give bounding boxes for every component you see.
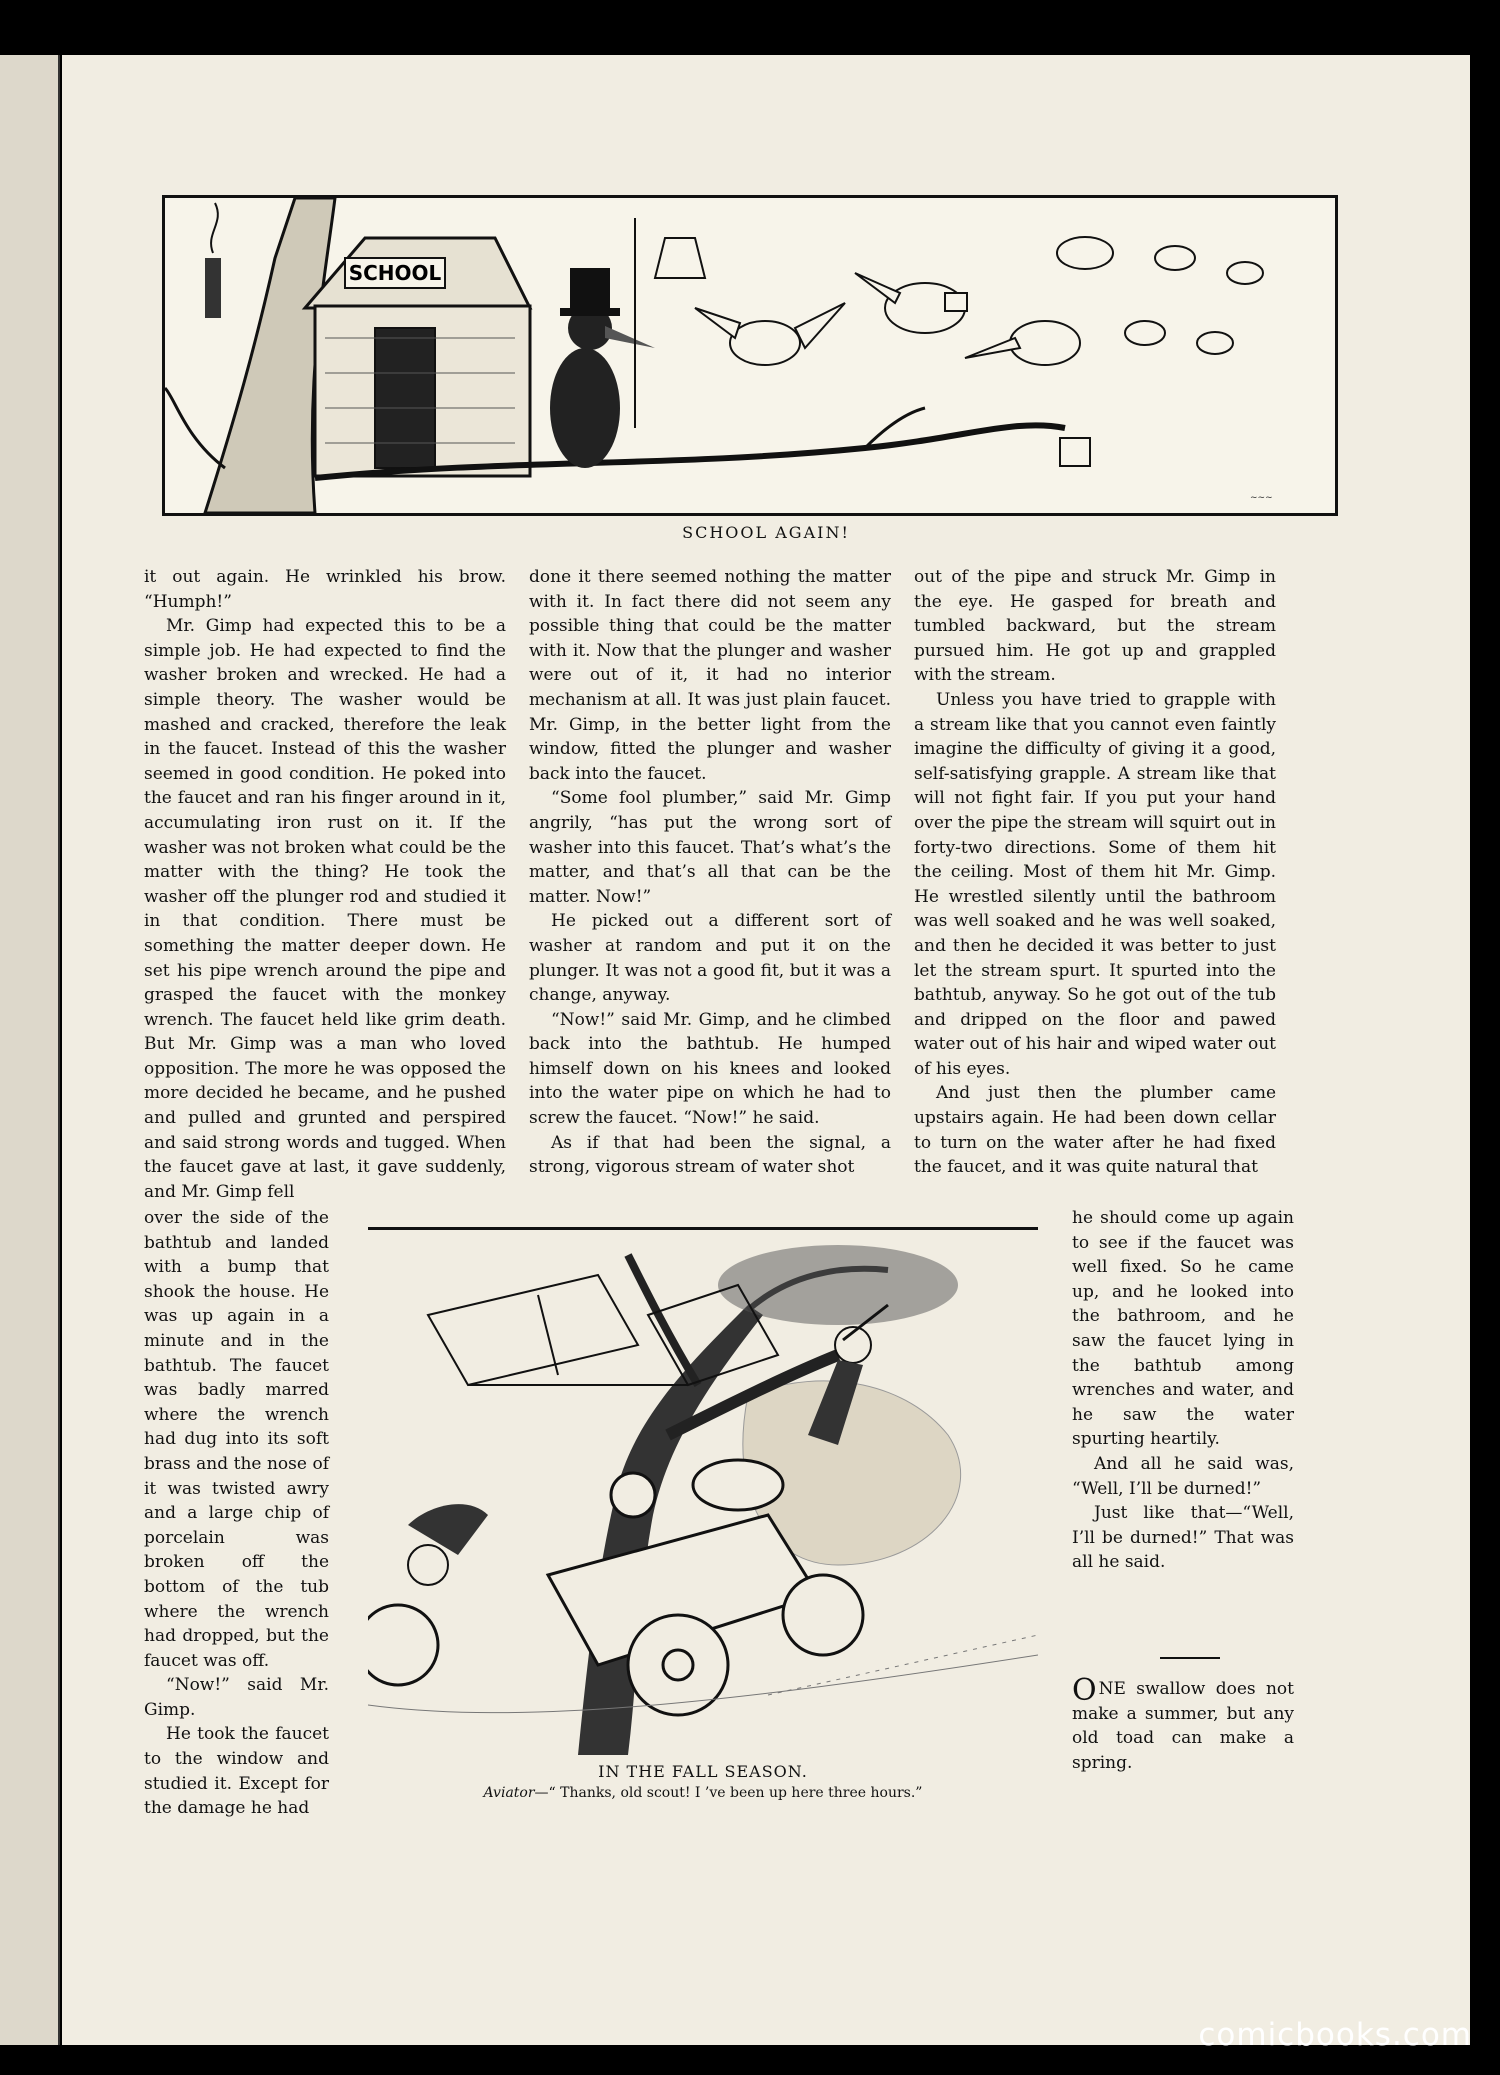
- filler-paragraph: [1072, 1673, 1294, 1775]
- drop-cap: O: [1072, 1673, 1097, 1708]
- illustration-caption: [368, 1785, 1038, 1801]
- story-column-1: [144, 565, 506, 1204]
- fall-season-cartoon: [368, 1235, 1038, 1755]
- story-column-2: [529, 565, 891, 1180]
- story-paragraph: And just then the plumber came upstairs again. He had been down cellar to turn on the water after he had fixed the faucet, and it was quite natural that: [914, 1083, 1276, 1178]
- site-watermark: comicbooks.com: [1198, 2017, 1472, 2053]
- story-paragraph: Just like that—“Well, I’ll be durned!” That was all he said.: [1072, 1503, 1294, 1573]
- magazine-page: [62, 55, 1470, 2045]
- filler-joke: [1072, 1673, 1294, 1775]
- illustration-title: IN THE FALL SEASON.: [598, 1762, 808, 1781]
- story-paragraph: And all he said was, “Well, I’ll be durned!”: [1072, 1453, 1294, 1499]
- story-paragraph: Unless you have tried to grapple with a stream like that you cannot even faintly imagine the difficulty of giving it a good, self-satisfying grapple. A stream like that will not fight fair. If you put your hand over the pipe the stream will squirt out in forty-two directions. Some of them hit the ceiling. Most of them hit Mr. Gimp. He wrestled silently until the bathroom was well soaked and he was well soaked, and then he decided it was better to just let the stream spurt. It spurted into the bathtub, anyway. So he got out of the tub and dripped on the floor and pawed water out of his hair and wiped water out of his eyes.: [914, 689, 1276, 1079]
- speaker-name: Aviator: [483, 1785, 535, 1801]
- story-paragraph: He took the faucet to the window and studied it. Except for the damage he had: [144, 1724, 329, 1819]
- story-paragraph: done it there seemed nothing the matter with it. In fact there did not seem any possible thing that could be the matter with it. Now that the plunger and washer were out of it, it had no interior mechanism at all. It was just plain faucet. Mr. Gimp, in the better light from the window, fitted the plunger and washer back into the faucet.: [529, 567, 891, 784]
- school-again-cartoon: [162, 195, 1338, 516]
- banner-caption: SCHOOL AGAIN!: [682, 523, 850, 542]
- school-again-drawing: [165, 198, 1335, 513]
- story-paragraph: “Some fool plumber,” said Mr. Gimp angrily, “has put the wrong sort of washer into this faucet. That’s what’s the matter, and that’s all that can be the matter. Now!”: [529, 788, 891, 907]
- speaker-quote: —“ Thanks, old scout! I ’ve been up here three hours.”: [534, 1785, 923, 1801]
- story-column-3-continued: [1072, 1206, 1294, 1575]
- story-column-1-continued: [144, 1206, 329, 1821]
- story-paragraph: over the side of the bathtub and landed with a bump that shook the house. He was up again in a minute and in the bathtub. The faucet was badly marred where the wrench had dug into its soft brass and the nose of it was twisted awry and a large chip of porcelain was broken off the bottom of the tub where the wrench had dropped, but the faucet was off.: [144, 1208, 329, 1671]
- artist-signature: ~~~: [1250, 493, 1273, 503]
- story-paragraph: He picked out a different sort of washer at random and put it on the plunger. It was not a good fit, but it was a change, anyway.: [529, 911, 891, 1006]
- story-paragraph: Mr. Gimp had expected this to be a simple job. He had expected to find the washer broken and wrecked. He had a simple theory. The washer would be mashed and cracked, therefore the leak in the faucet. Instead of this the washer seemed in good condition. He poked into the faucet and ran his finger around in it, accumulating iron rust on it. If the washer was not broken what could be the matter with the thing? He took the washer off the plunger rod and studied it in that condition. There must be something the matter deeper down. He set his pipe wrench around the pipe and grasped the faucet with the monkey wrench. The faucet held like grim death. But Mr. Gimp was a man who loved opposition. The more he was opposed the more decided he became, and he pushed and pulled and grunted and perspired and said strong words and tugged. When the faucet gave at last, it gave suddenly, and Mr. Gimp fell: [144, 616, 506, 1202]
- story-paragraph: it out again. He wrinkled his brow. “Humph!”: [144, 567, 506, 612]
- story-column-3: [914, 565, 1276, 1180]
- story-paragraph: he should come up again to see if the faucet was well fixed. So he came up, and he looked into the bathroom, and he saw the faucet lying in the bathtub among wrenches and water, and he saw the water spurting heartily.: [1072, 1208, 1294, 1450]
- story-paragraph: out of the pipe and struck Mr. Gimp in the eye. He gasped for breath and tumbled backward, but the stream pursued him. He got up and grappled with the stream.: [914, 567, 1276, 686]
- story-paragraph: “Now!” said Mr. Gimp, and he climbed back into the bathtub. He humped himself down on his knees and looked into the water pipe on which he had to screw the faucet. “Now!” he said.: [529, 1009, 891, 1129]
- illustration-top-rule: [368, 1227, 1038, 1230]
- fall-season-drawing: [368, 1235, 1038, 1755]
- section-divider: [1160, 1657, 1220, 1659]
- facing-page-edge: [0, 55, 60, 2045]
- school-sign-text: SCHOOL: [348, 261, 442, 285]
- story-paragraph: “Now!” said Mr. Gimp.: [144, 1675, 329, 1720]
- filler-text: NE swallow does not make a summer, but any old toad can make a spring.: [1072, 1679, 1294, 1773]
- story-paragraph: As if that had been the signal, a strong, vigorous stream of water shot: [529, 1132, 891, 1178]
